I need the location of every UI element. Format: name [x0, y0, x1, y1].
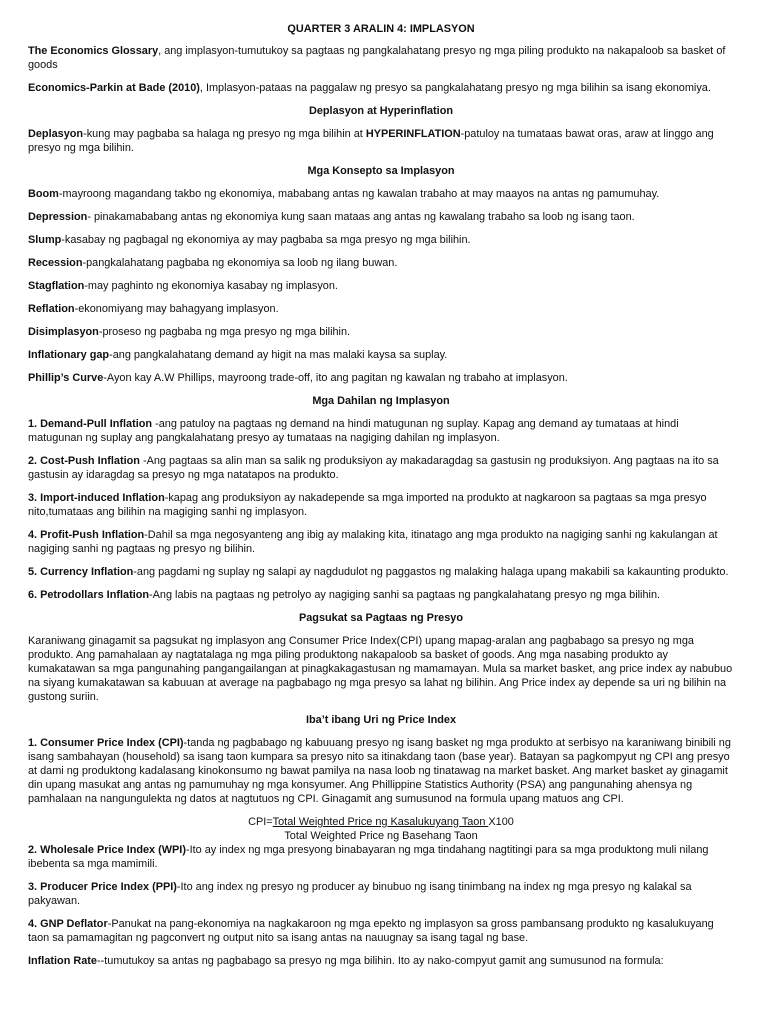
term: Boom	[28, 188, 59, 200]
cause-item	[28, 491, 734, 519]
cause-item	[28, 588, 734, 602]
index-item-cpi	[28, 736, 734, 806]
term: 5. Currency Inflation	[28, 566, 134, 578]
formula-multiplier: X100	[488, 816, 514, 828]
document-title: QUARTER 3 ARALIN 4: IMPLASYON	[287, 23, 475, 35]
definition-text: -pangkalahatang pagbaba ng ekonomiya sa loob ng ilang buwan.	[82, 257, 398, 269]
term: 3. Import-induced Inflation	[28, 492, 165, 504]
concept-item	[28, 210, 734, 224]
term: The Economics Glossary	[28, 45, 159, 57]
concept-item	[28, 233, 734, 247]
definition-text: -proseso ng pagbaba ng mga presyo ng mga bilihin.	[98, 326, 351, 338]
definition-parkin-bade	[28, 81, 734, 95]
concept-item	[28, 256, 734, 270]
term: Inflationary gap	[28, 349, 110, 361]
cause-item	[28, 565, 734, 579]
term: Slump	[28, 234, 62, 246]
definition-text: , Implasyon-pataas na paggalaw ng presyo sa pangkalahatang presyo ng mga bilihin sa isang ekonomiya.	[199, 82, 711, 94]
definition-text: -Ito ang index ng presyo ng producer ay binubuo ng isang tinimbang na index ng mga presyo ng kalakal sa pakyawan.	[28, 881, 692, 907]
formula-numerator-line	[28, 815, 734, 829]
definition-text: -ang pangkalahatang demand ay higit na mas malaki kaysa sa suplay.	[109, 349, 448, 361]
formula-denominator: Total Weighted Price ng Basehang Taon	[284, 830, 478, 842]
term: 1. Consumer Price Index (CPI)	[28, 737, 184, 749]
definition-text: - pinakamababang antas ng ekonomiya kung saan mataas ang antas ng kawalang trabaho sa loob ng isang taon.	[87, 211, 635, 223]
concept-item	[28, 325, 734, 339]
section-heading-causes: Mga Dahilan ng Implasyon	[312, 395, 450, 407]
definition-text: -may paghinto ng ekonomiya kasabay ng implasyon.	[84, 280, 338, 292]
formula-prefix: CPI=	[248, 816, 273, 828]
definition-text: -tanda ng pagbabago ng kabuuang presyo ng isang basket ng mga produkto at serbisyo na karaniwang binibili ng isang sambahayan (household) sa isang taon kumpara sa presyo nito sa itinakdang taon (base year). Batayan sa pagkompyut ng CPI ang presyo at dami ng produktong kadalasang kinokonsumo ng bawat pamilya na nasa loob ng tinatawag na market basket. Ang market basket ay ginagamit din upang masukat ang antas ng pamumuhay ng mga konsyumer. Ang Phillippine Statistics Authority (PSA) ang pangunahing ahensya ng pamhalaan na nangungulekta ng datos at nagtutuos ng CPI. Ginagamit ang sumusunod na formula upang matuos ang CPI.	[28, 737, 731, 805]
measure-paragraph: Karaniwang ginagamit sa pagsukat ng implasyon ang Consumer Price Index(CPI) upang mapag-aralan ang pagbabago sa presyo ng mga produkto. Ang pamahalaan ay nagtatalaga ng mga piling produktong nakapaloob sa basket of goods. Ang mga nasabing produkto ay kumakatawan sa mga pangunahing pangangailangan at pinagkakagastusan ng mamamayan. Mula sa market basket, ang price index ay nabubuo na siyang kumakatawan sa kabuuan at average na pagbabago ng mga presyo sa lahat ng bilihin. Ang Price index ay depende sa uri ng bilihin na gustong suriin.	[28, 635, 733, 703]
deflation-paragraph	[28, 127, 734, 155]
cause-item	[28, 454, 734, 482]
definition-text: -kasabay ng pagbagal ng ekonomiya ay may pagbaba sa mga presyo ng mga bilihin.	[61, 234, 471, 246]
definition-text: -Ang pagtaas sa alin man sa salik ng produksiyon ay makadaragdag sa gastusin ng produksiyon. Ang pagtaas na ito sa gastusin ay idaragdag sa presyo ng mga natatapos na produkto.	[28, 455, 719, 481]
definition-text: -kapag ang produksiyon ay nakadepende sa mga imported na produkto at nagkaroon sa pagtaas sa mga presyo nito,tumataas ang bilihin na magiging sanhi ng implasyon.	[28, 492, 707, 518]
section-heading-concepts: Mga Konsepto sa Implasyon	[307, 165, 455, 177]
definition-text: -Ito ay index ng mga presyong binabayaran ng mga tindahang nagtitingi para sa mga produktong muli nilang ibebenta sa mga mamimili.	[28, 844, 709, 870]
section-heading-indices: Iba’t ibang Uri ng Price Index	[305, 714, 457, 726]
definition-text: -kung may pagbaba sa halaga ng presyo ng mga bilihin at	[83, 128, 366, 140]
term: 1. Demand-Pull Inflation	[28, 418, 156, 430]
term: 2. Wholesale Price Index (WPI)	[28, 844, 186, 856]
definition-text: -patuloy na tumataas bawat oras, araw at linggo ang presyo ng mga bilihin.	[28, 128, 714, 154]
definition-text: --tumutukoy sa antas ng pagbabago sa presyo ng mga bilihin. Ito ay nako-compyut gamit ang sumusunod na formula:	[96, 955, 664, 967]
concept-item	[28, 302, 734, 316]
term: Stagflation	[28, 280, 85, 292]
section-heading-deflation: Deplasyon at Hyperinflation	[308, 105, 454, 117]
cause-item	[28, 528, 734, 556]
term: Recession	[28, 257, 83, 269]
term: Phillip’s Curve	[28, 372, 104, 384]
formula-numerator: Total Weighted Price ng Kasalukuyang Taon	[272, 816, 489, 828]
index-item	[28, 917, 734, 945]
index-item	[28, 880, 734, 908]
definition-text: -Dahil sa mga negosyanteng ang ibig ay malaking kita, itinatago ang mga produkto na nagiging sanhi ng kakulangan at nagiging sanhi ng pagtaas ng presyo ng bilihin.	[28, 529, 718, 555]
concept-item	[28, 187, 734, 201]
term: Depression	[28, 211, 88, 223]
definition-glossary	[28, 44, 734, 72]
index-item	[28, 843, 734, 871]
concept-item	[28, 279, 734, 293]
term: Deplasyon	[28, 128, 84, 140]
term: 2. Cost-Push Inflation	[28, 455, 143, 467]
index-item	[28, 954, 734, 968]
term: 6. Petrodollars Inflation	[28, 589, 150, 601]
definition-text: -ang patuloy na pagtaas ng demand na hindi matugunan ng suplay. Kapag ang demand ay tumataas at hindi matugunan ng suplay ang pangkalahatang presyo ay tumataas na nagiging dahilan ng implasyon.	[28, 418, 679, 444]
term: Inflation Rate	[28, 955, 97, 967]
term: HYPERINFLATION	[365, 128, 461, 140]
definition-text: -Ang labis na pagtaas ng petrolyo ay nagiging sanhi sa pagtaas ng pangkalahatang presyo ng mga bilihin.	[149, 589, 661, 601]
definition-text: -mayroong magandang takbo ng ekonomiya, mababang antas ng kawalan trabaho at may maayos na antas ng pamumuhay.	[58, 188, 660, 200]
term: 4. GNP Deflator	[28, 918, 108, 930]
term: 3. Producer Price Index (PPI)	[28, 881, 177, 893]
definition-text: -Panukat na pang-ekonomiya na nagkakaroon ng mga epekto ng implasyon sa gross pambansang produkto ng kasalukuyang taon sa pamamagitan ng pagconvert ng output nito sa isang antas na nauugnay sa isang tagal ng base.	[28, 918, 714, 944]
term: Reflation	[28, 303, 75, 315]
term: Disimplasyon	[28, 326, 99, 338]
section-heading-measure: Pagsukat sa Pagtaas ng Presyo	[298, 612, 464, 624]
concept-item	[28, 371, 734, 385]
definition-text: -ang pagdami ng suplay ng salapi ay nagdudulot ng paggastos ng malaking halaga upang makabili sa kakaunting produkto.	[133, 566, 729, 578]
cpi-formula	[28, 815, 734, 843]
term: 4. Profit-Push Inflation	[28, 529, 145, 541]
definition-text: -Ayon kay A.W Phillips, mayroong trade-off, ito ang pagitan ng kawalan ng trabaho at implasyon.	[103, 372, 568, 384]
definition-text: , ang implasyon-tumutukoy sa pagtaas ng pangkalahatang presyo ng mga piling produkto na nakapaloob sa basket of goods	[28, 45, 726, 71]
definition-text: -ekonomiyang may bahagyang implasyon.	[74, 303, 279, 315]
concept-item	[28, 348, 734, 362]
term: Economics-Parkin at Bade (2010)	[28, 82, 200, 94]
cause-item	[28, 417, 734, 445]
